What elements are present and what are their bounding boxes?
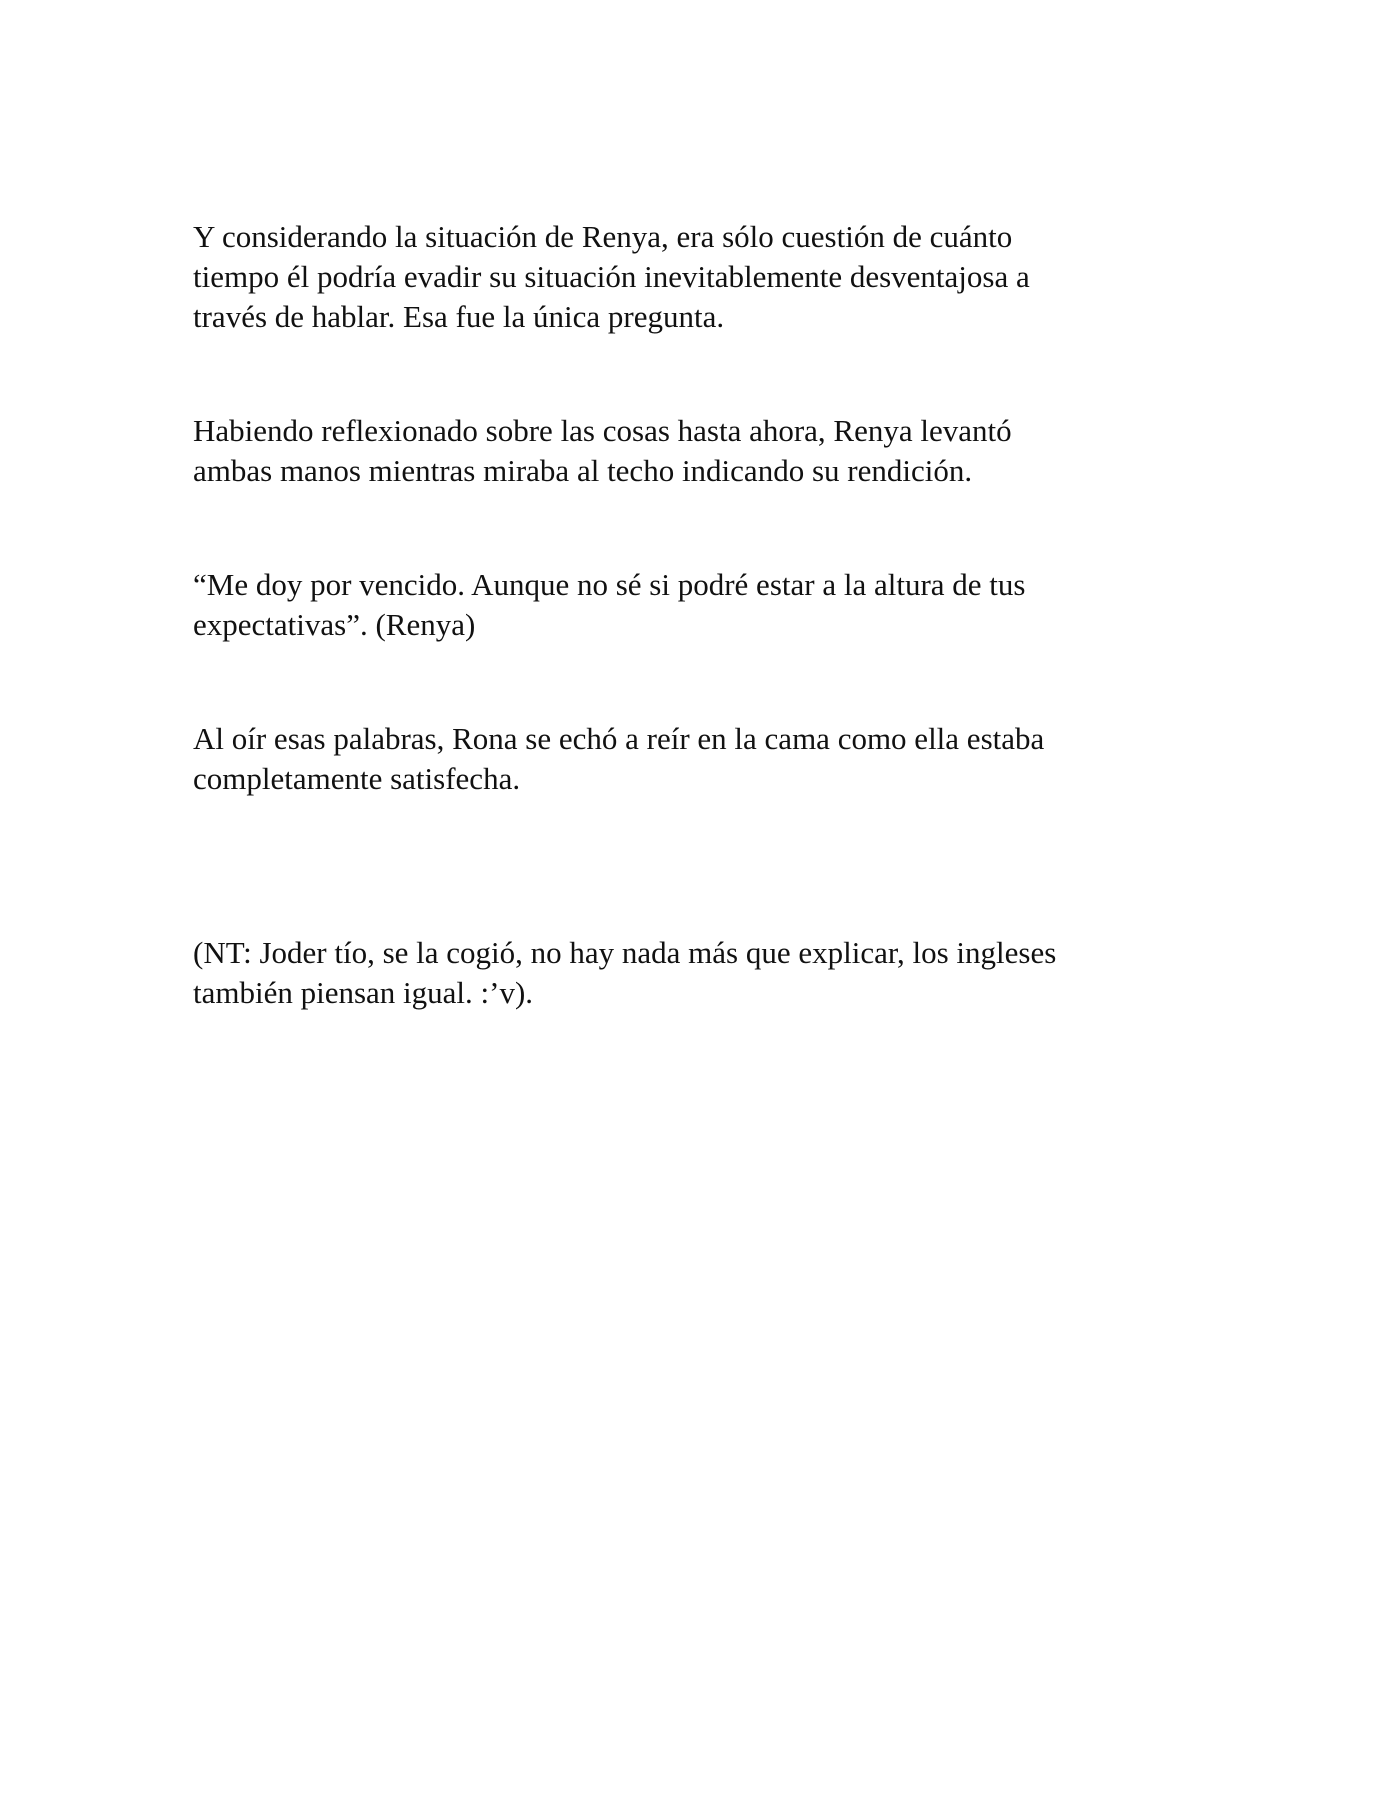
paragraph-renya-surrender: Habiendo reflexionado sobre las cosas hasta ahora, Renya levantó ambas manos mientras miraba al techo indicando su rendición. — [193, 413, 1012, 488]
paragraph-rona-laughs: Al oír esas palabras, Rona se echó a reír en la cama como ella estaba completamente satisfecha. — [193, 721, 1045, 796]
translator-note: (NT: Joder tío, se la cogió, no hay nada más que explicar, los ingleses también piensan igual. :’v). — [193, 935, 1057, 1010]
paragraph-renya-situation: Y considerando la situación de Renya, era sólo cuestión de cuánto tiempo él podría evadir su situación inevitablemente desventajosa a través de hablar. Esa fue la única pregunta. — [193, 219, 1030, 334]
paragraph-renya-dialogue: “Me doy por vencido. Aunque no sé si podré estar a la altura de tus expectativas”. (Renya) — [193, 567, 1026, 642]
